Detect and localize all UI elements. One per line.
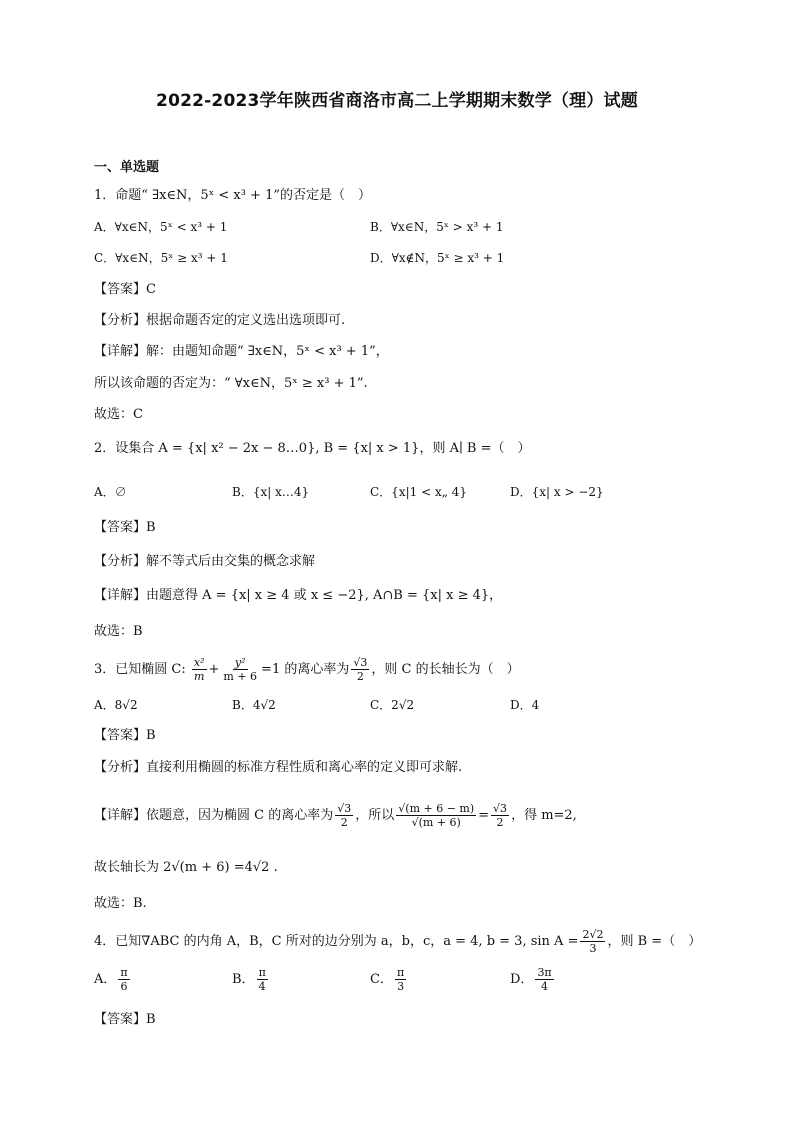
q1-stem: 1．命题“ ∃x∈N，5ˣ < x³ + 1”的否定是（ ）: [94, 188, 371, 203]
q3-analysis-text: 直接利用椭圆的标准方程性质和离心率的定义即可求解.: [146, 760, 463, 775]
fraction: [395, 966, 406, 993]
fraction-numerator: π: [258, 966, 266, 979]
fraction: [580, 928, 605, 955]
detail-label: 【详解】: [94, 344, 147, 359]
fraction-numerator: y²: [234, 656, 246, 669]
answer-label: 【答案】: [94, 282, 147, 297]
q2-option-c: C．{x|1 < x„ 4}: [370, 485, 468, 499]
fraction: [396, 802, 476, 829]
q1-analysis-text: 根据命题否定的定义选出选项即可.: [146, 313, 346, 328]
fraction: [335, 802, 353, 829]
q4-answer: [94, 1012, 156, 1028]
detail-label: 【详解】: [94, 588, 147, 603]
q3-detail-text: ，得 m=2,: [511, 808, 577, 823]
q4-option-b: [232, 964, 270, 996]
section-heading: 一、单选题: [94, 160, 160, 175]
q2-option-a: A．∅: [94, 485, 127, 499]
q2-answer: [94, 520, 156, 536]
fraction-numerator: x²: [193, 656, 205, 669]
q3-option-b: B．4√2: [232, 698, 276, 712]
q3-option-a: A．8√2: [94, 698, 138, 712]
q1-answer-value: C: [146, 282, 156, 297]
q1-choose: 故选：C: [94, 407, 143, 422]
fraction-numerator: π: [396, 966, 405, 979]
q3-choose: 故选：B.: [94, 896, 147, 911]
q3-stem-text: 3．已知椭圆 C:: [94, 662, 186, 677]
answer-label: 【答案】: [94, 728, 147, 743]
answer-label: 【答案】: [94, 520, 147, 535]
fraction: [118, 966, 129, 993]
fraction-numerator: √(m + 6 − m): [398, 802, 475, 815]
q3-answer: [94, 728, 156, 744]
q4-option-c: [370, 964, 408, 996]
q1-option-d: D．∀x∉N，5ˣ ≥ x³ + 1: [370, 251, 505, 265]
q2-answer-value: B: [146, 520, 156, 535]
fraction-denominator: 2: [356, 670, 364, 683]
equals-sign: =: [478, 808, 490, 823]
fraction-denominator: 2: [340, 816, 348, 829]
q4-option-d: [510, 964, 556, 996]
analysis-label: 【分析】: [94, 554, 147, 569]
q3-option-c: C．2√2: [370, 698, 415, 712]
q4-answer-value: B: [146, 1012, 156, 1027]
q2-option-b: B．{x| x…4}: [232, 485, 310, 499]
q3-detail-line2: 故长轴长为 2√(m + 6) =4√2 .: [94, 860, 278, 875]
q2-choose: 故选：B: [94, 624, 143, 639]
q1-answer: [94, 282, 156, 298]
q3-option-d: D．4: [510, 698, 540, 712]
q2-stem: 2．设集合 A = {x| x² − 2x − 8…0}, B = {x| x > 1}，则 A∣ B =（ ）: [94, 441, 531, 456]
q1-option-c: C．∀x∈N，5ˣ ≥ x³ + 1: [94, 251, 228, 265]
fraction-denominator: 4: [258, 980, 266, 993]
q3-analysis: [94, 760, 462, 776]
q4-option-a: [94, 964, 132, 996]
fraction-denominator: m + 6: [223, 670, 258, 683]
fraction-numerator: 3π: [537, 966, 552, 979]
fraction: [221, 656, 259, 683]
q2-detail-text: 由题意得 A = {x| x ≥ 4 或 x ≤ −2}, A∩B = {x| x ≥ 4}，: [146, 588, 503, 603]
fraction: [257, 966, 268, 993]
fraction-denominator: 3: [397, 980, 405, 993]
q3-detail-text: 依题意，因为椭圆 C 的离心率为: [146, 808, 334, 823]
q3-detail-text: ，所以: [355, 808, 395, 823]
detail-label: 【详解】: [94, 808, 147, 823]
plus-sign: +: [208, 662, 220, 677]
q1-option-b: B．∀x∈N，5ˣ > x³ + 1: [370, 220, 504, 234]
q3-answer-value: B: [146, 728, 156, 743]
q1-detail: [94, 344, 389, 360]
q3-detail: [94, 796, 577, 836]
fraction: [491, 802, 509, 829]
q1-detail-line2: 所以该命题的否定为：“ ∀x∈N，5ˣ ≥ x³ + 1”.: [94, 376, 368, 391]
page-title: 2022-2023学年陕西省商洛市高二上学期期末数学（理）试题: [156, 91, 638, 111]
q4-stem-text: 4．已知∇ABC 的内角 A，B，C 所对的边分别为 a，b，c，a = 4, b = 3, sin A =: [94, 934, 579, 949]
q1-option-a: A．∀x∈N，5ˣ < x³ + 1: [94, 220, 228, 234]
fraction-denominator: √(m + 6): [411, 816, 461, 829]
q2-analysis-text: 解不等式后由交集的概念求解: [146, 554, 316, 569]
fraction: [351, 656, 369, 683]
fraction-numerator: √3: [337, 802, 352, 815]
fraction-denominator: 2: [496, 816, 504, 829]
option-prefix: B．: [232, 972, 255, 987]
q2-option-d: D．{x| x > −2}: [510, 485, 604, 499]
q2-detail: [94, 588, 502, 604]
fraction-denominator: 6: [120, 980, 128, 993]
fraction-denominator: m: [193, 670, 205, 683]
answer-label: 【答案】: [94, 1012, 147, 1027]
fraction: [535, 966, 553, 993]
q2-analysis: [94, 554, 315, 570]
option-prefix: A．: [94, 972, 117, 987]
fraction-numerator: √3: [493, 802, 508, 815]
fraction-numerator: √3: [353, 656, 368, 669]
q1-analysis: [94, 313, 345, 329]
q3-stem: [94, 652, 520, 688]
q4-stem: [94, 922, 701, 962]
option-prefix: C．: [370, 972, 393, 987]
analysis-label: 【分析】: [94, 760, 147, 775]
fraction-denominator: 4: [541, 980, 549, 993]
q1-detail-text: 解：由题知命题“ ∃x∈N，5ˣ < x³ + 1”，: [146, 344, 389, 359]
analysis-label: 【分析】: [94, 313, 147, 328]
fraction-denominator: 3: [589, 942, 597, 955]
fraction-numerator: π: [120, 966, 128, 979]
fraction: [192, 656, 207, 683]
fraction-numerator: 2√2: [582, 928, 604, 941]
q4-stem-text: ，则 B =（ ）: [607, 934, 702, 949]
q3-stem-text: ，则 C 的长轴长为（ ）: [371, 662, 520, 677]
q3-stem-text: =1 的离心率为: [261, 662, 350, 677]
option-prefix: D．: [510, 972, 534, 987]
